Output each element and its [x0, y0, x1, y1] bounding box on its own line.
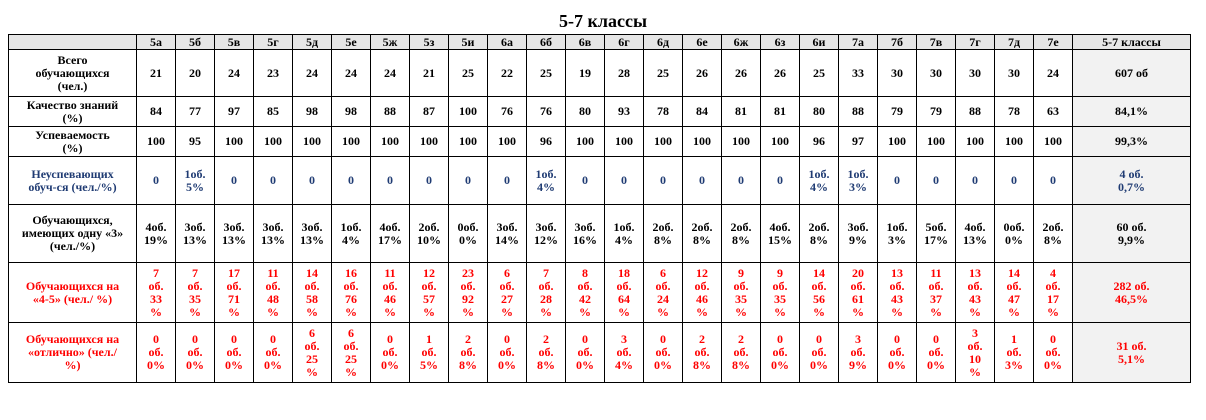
table-cell: 8 об. 42 % [566, 263, 605, 323]
table-body [9, 50, 1191, 383]
table-cell: 24 [332, 50, 371, 97]
table-cell: 9 об. 35 % [761, 263, 800, 323]
table-cell: 30 [956, 50, 995, 97]
column-header-6з: 6з [761, 35, 800, 50]
column-header-5б: 5б [176, 35, 215, 50]
table-cell: 0 об. 0% [254, 323, 293, 383]
row-label: Обучающихся на «4-5» (чел./ %) [9, 263, 137, 323]
table-row [9, 323, 1191, 383]
column-header-7д: 7д [995, 35, 1034, 50]
total-cell: 607 об [1073, 50, 1191, 97]
table-cell: 1об. 4% [527, 157, 566, 205]
table-cell: 0 [254, 157, 293, 205]
table-cell: 100 [137, 127, 176, 157]
table-cell: 100 [449, 97, 488, 127]
table-cell: 2об. 8% [683, 205, 722, 263]
table-cell: 24 [1034, 50, 1073, 97]
table-row [9, 157, 1191, 205]
table-row [9, 263, 1191, 323]
table-cell: 2 об. 8% [722, 323, 761, 383]
table-cell: 0 [293, 157, 332, 205]
column-header-6б: 6б [527, 35, 566, 50]
row-label: Качество знаний (%) [9, 97, 137, 127]
table-cell: 0 [878, 157, 917, 205]
table-cell: 81 [761, 97, 800, 127]
row-label: Неуспевающих обуч-ся (чел./%) [9, 157, 137, 205]
table-cell: 0 [488, 157, 527, 205]
table-cell: 21 [137, 50, 176, 97]
table-cell: 30 [878, 50, 917, 97]
table-cell: 98 [293, 97, 332, 127]
table-cell: 14 об. 58 % [293, 263, 332, 323]
table-cell: 30 [995, 50, 1034, 97]
table-cell: 100 [917, 127, 956, 157]
table-cell: 20 об. 61 % [839, 263, 878, 323]
table-cell: 0 [644, 157, 683, 205]
row-label: Обучающихся, имеющих одну «3» (чел./%) [9, 205, 137, 263]
table-cell: 3об. 13% [254, 205, 293, 263]
table-row [9, 97, 1191, 127]
table-cell: 33 [839, 50, 878, 97]
table-cell: 7 об. 35 % [176, 263, 215, 323]
table-cell: 3об. 16% [566, 205, 605, 263]
column-header-6и: 6и [800, 35, 839, 50]
table-cell: 4об. 19% [137, 205, 176, 263]
table-cell: 3об. 13% [176, 205, 215, 263]
table-cell: 25 [644, 50, 683, 97]
table-cell: 100 [371, 127, 410, 157]
table-cell: 0 [995, 157, 1034, 205]
table-cell: 78 [644, 97, 683, 127]
table-cell: 100 [995, 127, 1034, 157]
table-cell: 3об. 13% [293, 205, 332, 263]
table-cell: 0об. 0% [995, 205, 1034, 263]
column-header-7г: 7г [956, 35, 995, 50]
table-cell: 24 [371, 50, 410, 97]
column-header-5д: 5д [293, 35, 332, 50]
column-header-total: 5-7 классы [1073, 35, 1191, 50]
table-cell: 0 [137, 157, 176, 205]
table-cell: 100 [605, 127, 644, 157]
column-header-6г: 6г [605, 35, 644, 50]
column-header-7б: 7б [878, 35, 917, 50]
table-cell: 0 [566, 157, 605, 205]
table-cell: 5об. 17% [917, 205, 956, 263]
table-cell: 0 об. 0% [1034, 323, 1073, 383]
table-cell: 0 об. 0% [800, 323, 839, 383]
table-cell: 1об. 4% [800, 157, 839, 205]
table-cell: 26 [722, 50, 761, 97]
table-cell: 81 [722, 97, 761, 127]
table-cell: 97 [215, 97, 254, 127]
table-cell: 100 [683, 127, 722, 157]
table-cell: 25 [449, 50, 488, 97]
table-cell: 77 [176, 97, 215, 127]
table-cell: 0 об. 0% [878, 323, 917, 383]
table-cell: 100 [566, 127, 605, 157]
column-header-7в: 7в [917, 35, 956, 50]
table-cell: 1об. 4% [332, 205, 371, 263]
table-cell: 6 об. 24 % [644, 263, 683, 323]
column-header-5е: 5е [332, 35, 371, 50]
table-cell: 4 об. 17 % [1034, 263, 1073, 323]
table-cell: 0 [605, 157, 644, 205]
total-cell: 99,3% [1073, 127, 1191, 157]
table-cell: 84 [137, 97, 176, 127]
table-cell: 3об. 13% [215, 205, 254, 263]
table-cell: 1 об. 5% [410, 323, 449, 383]
table-cell: 14 об. 47 % [995, 263, 1034, 323]
table-cell: 6 об. 25 % [293, 323, 332, 383]
table-cell: 13 об. 43 % [956, 263, 995, 323]
table-cell: 3 об. 4% [605, 323, 644, 383]
table-cell: 80 [566, 97, 605, 127]
table-cell: 19 [566, 50, 605, 97]
row-label: Обучающихся на «отлично» (чел./ %) [9, 323, 137, 383]
table-cell: 1об. 3% [839, 157, 878, 205]
table-cell: 96 [527, 127, 566, 157]
column-header-5г: 5г [254, 35, 293, 50]
total-cell: 4 об. 0,7% [1073, 157, 1191, 205]
table-cell: 30 [917, 50, 956, 97]
table-cell: 3об. 9% [839, 205, 878, 263]
table-cell: 88 [956, 97, 995, 127]
table-cell: 23 [254, 50, 293, 97]
column-header-6е: 6е [683, 35, 722, 50]
table-cell: 100 [332, 127, 371, 157]
table-cell: 0 об. 0% [761, 323, 800, 383]
table-cell: 2 об. 8% [683, 323, 722, 383]
table-row [9, 50, 1191, 97]
table-cell: 0 об. 0% [917, 323, 956, 383]
table-cell: 2об. 8% [644, 205, 683, 263]
table-cell: 100 [722, 127, 761, 157]
column-header-6а: 6а [488, 35, 527, 50]
table-cell: 2 об. 8% [449, 323, 488, 383]
table-cell: 2 об. 8% [527, 323, 566, 383]
table-cell: 0 [956, 157, 995, 205]
table-cell: 63 [1034, 97, 1073, 127]
table-cell: 26 [683, 50, 722, 97]
table-cell: 24 [215, 50, 254, 97]
table-cell: 100 [956, 127, 995, 157]
total-cell: 31 об. 5,1% [1073, 323, 1191, 383]
column-header-5в: 5в [215, 35, 254, 50]
table-cell: 79 [878, 97, 917, 127]
table-cell: 20 [176, 50, 215, 97]
table-cell: 0об. 0% [449, 205, 488, 263]
table-cell: 22 [488, 50, 527, 97]
table-cell: 1об. 4% [605, 205, 644, 263]
table-cell: 85 [254, 97, 293, 127]
table-cell: 95 [176, 127, 215, 157]
table-cell: 100 [644, 127, 683, 157]
column-header-7а: 7а [839, 35, 878, 50]
header-row [9, 35, 1191, 50]
table-cell: 80 [800, 97, 839, 127]
table-cell: 100 [449, 127, 488, 157]
table-cell: 78 [995, 97, 1034, 127]
table-cell: 1 об. 3% [995, 323, 1034, 383]
table-cell: 23 об. 92 % [449, 263, 488, 323]
table-cell: 0 об. 0% [371, 323, 410, 383]
table-cell: 16 об. 76 % [332, 263, 371, 323]
table-cell: 25 [527, 50, 566, 97]
row-label: Успеваемость (%) [9, 127, 137, 157]
table-cell: 2об. 8% [1034, 205, 1073, 263]
table-cell: 4об. 13% [956, 205, 995, 263]
table-cell: 17 об. 71 % [215, 263, 254, 323]
total-cell: 60 об. 9,9% [1073, 205, 1191, 263]
column-header-5а: 5а [137, 35, 176, 50]
table-cell: 18 об. 64 % [605, 263, 644, 323]
table-cell: 100 [878, 127, 917, 157]
table-cell: 24 [293, 50, 332, 97]
table-row [9, 127, 1191, 157]
total-cell: 282 об. 46,5% [1073, 263, 1191, 323]
table-cell: 76 [488, 97, 527, 127]
column-header-6д: 6д [644, 35, 683, 50]
table-cell: 2об. 8% [800, 205, 839, 263]
table-cell: 97 [839, 127, 878, 157]
table-cell: 11 об. 46 % [371, 263, 410, 323]
table-cell: 25 [800, 50, 839, 97]
table-cell: 100 [488, 127, 527, 157]
results-table [8, 34, 1191, 383]
table-cell: 4об. 15% [761, 205, 800, 263]
table-cell: 3 об. 9% [839, 323, 878, 383]
table-cell: 1об. 5% [176, 157, 215, 205]
row-label: Всего обучающихся (чел.) [9, 50, 137, 97]
table-row [9, 205, 1191, 263]
table-cell: 6 об. 27 % [488, 263, 527, 323]
table-cell: 6 об. 25 % [332, 323, 371, 383]
page-title: 5-7 классы [559, 11, 647, 31]
column-header-5ж: 5ж [371, 35, 410, 50]
table-cell: 96 [800, 127, 839, 157]
table-cell: 3об. 12% [527, 205, 566, 263]
table-cell: 11 об. 37 % [917, 263, 956, 323]
table-cell: 100 [410, 127, 449, 157]
table-cell: 87 [410, 97, 449, 127]
table-cell: 100 [215, 127, 254, 157]
table-cell: 4об. 17% [371, 205, 410, 263]
table-cell: 0 [371, 157, 410, 205]
table-cell: 88 [839, 97, 878, 127]
table-cell: 0 [215, 157, 254, 205]
table-cell: 14 об. 56 % [800, 263, 839, 323]
table-cell: 21 [410, 50, 449, 97]
table-cell: 1об. 3% [878, 205, 917, 263]
table-cell: 0 [683, 157, 722, 205]
column-header-6в: 6в [566, 35, 605, 50]
table-cell: 9 об. 35 % [722, 263, 761, 323]
table-cell: 0 об. 0% [137, 323, 176, 383]
table-cell: 12 об. 57 % [410, 263, 449, 323]
column-header-5и: 5и [449, 35, 488, 50]
column-header-5з: 5з [410, 35, 449, 50]
table-cell: 93 [605, 97, 644, 127]
table-cell: 84 [683, 97, 722, 127]
table-cell: 28 [605, 50, 644, 97]
table-cell: 12 об. 46 % [683, 263, 722, 323]
total-cell: 84,1% [1073, 97, 1191, 127]
column-header-7е: 7е [1034, 35, 1073, 50]
table-cell: 0 об. 0% [644, 323, 683, 383]
table-cell: 0 [332, 157, 371, 205]
table-cell: 100 [761, 127, 800, 157]
table-cell: 11 об. 48 % [254, 263, 293, 323]
table-cell: 0 [1034, 157, 1073, 205]
column-header-6ж: 6ж [722, 35, 761, 50]
table-cell: 2об. 8% [722, 205, 761, 263]
table-cell: 2об. 10% [410, 205, 449, 263]
table-cell: 98 [332, 97, 371, 127]
table-cell: 100 [254, 127, 293, 157]
table-cell: 100 [293, 127, 332, 157]
table-cell: 0 [410, 157, 449, 205]
corner-cell [9, 35, 137, 50]
table-cell: 76 [527, 97, 566, 127]
table-cell: 3 об. 10 % [956, 323, 995, 383]
table-cell: 0 [917, 157, 956, 205]
table-cell: 0 [761, 157, 800, 205]
table-cell: 7 об. 33 % [137, 263, 176, 323]
table-cell: 0 об. 0% [176, 323, 215, 383]
table-cell: 13 об. 43 % [878, 263, 917, 323]
table-cell: 7 об. 28 % [527, 263, 566, 323]
table-cell: 0 об. 0% [566, 323, 605, 383]
table-cell: 0 об. 0% [215, 323, 254, 383]
table-cell: 0 [722, 157, 761, 205]
table-cell: 0 [449, 157, 488, 205]
table-cell: 79 [917, 97, 956, 127]
table-cell: 26 [761, 50, 800, 97]
table-cell: 3об. 14% [488, 205, 527, 263]
table-cell: 0 об. 0% [488, 323, 527, 383]
table-cell: 100 [1034, 127, 1073, 157]
table-cell: 88 [371, 97, 410, 127]
